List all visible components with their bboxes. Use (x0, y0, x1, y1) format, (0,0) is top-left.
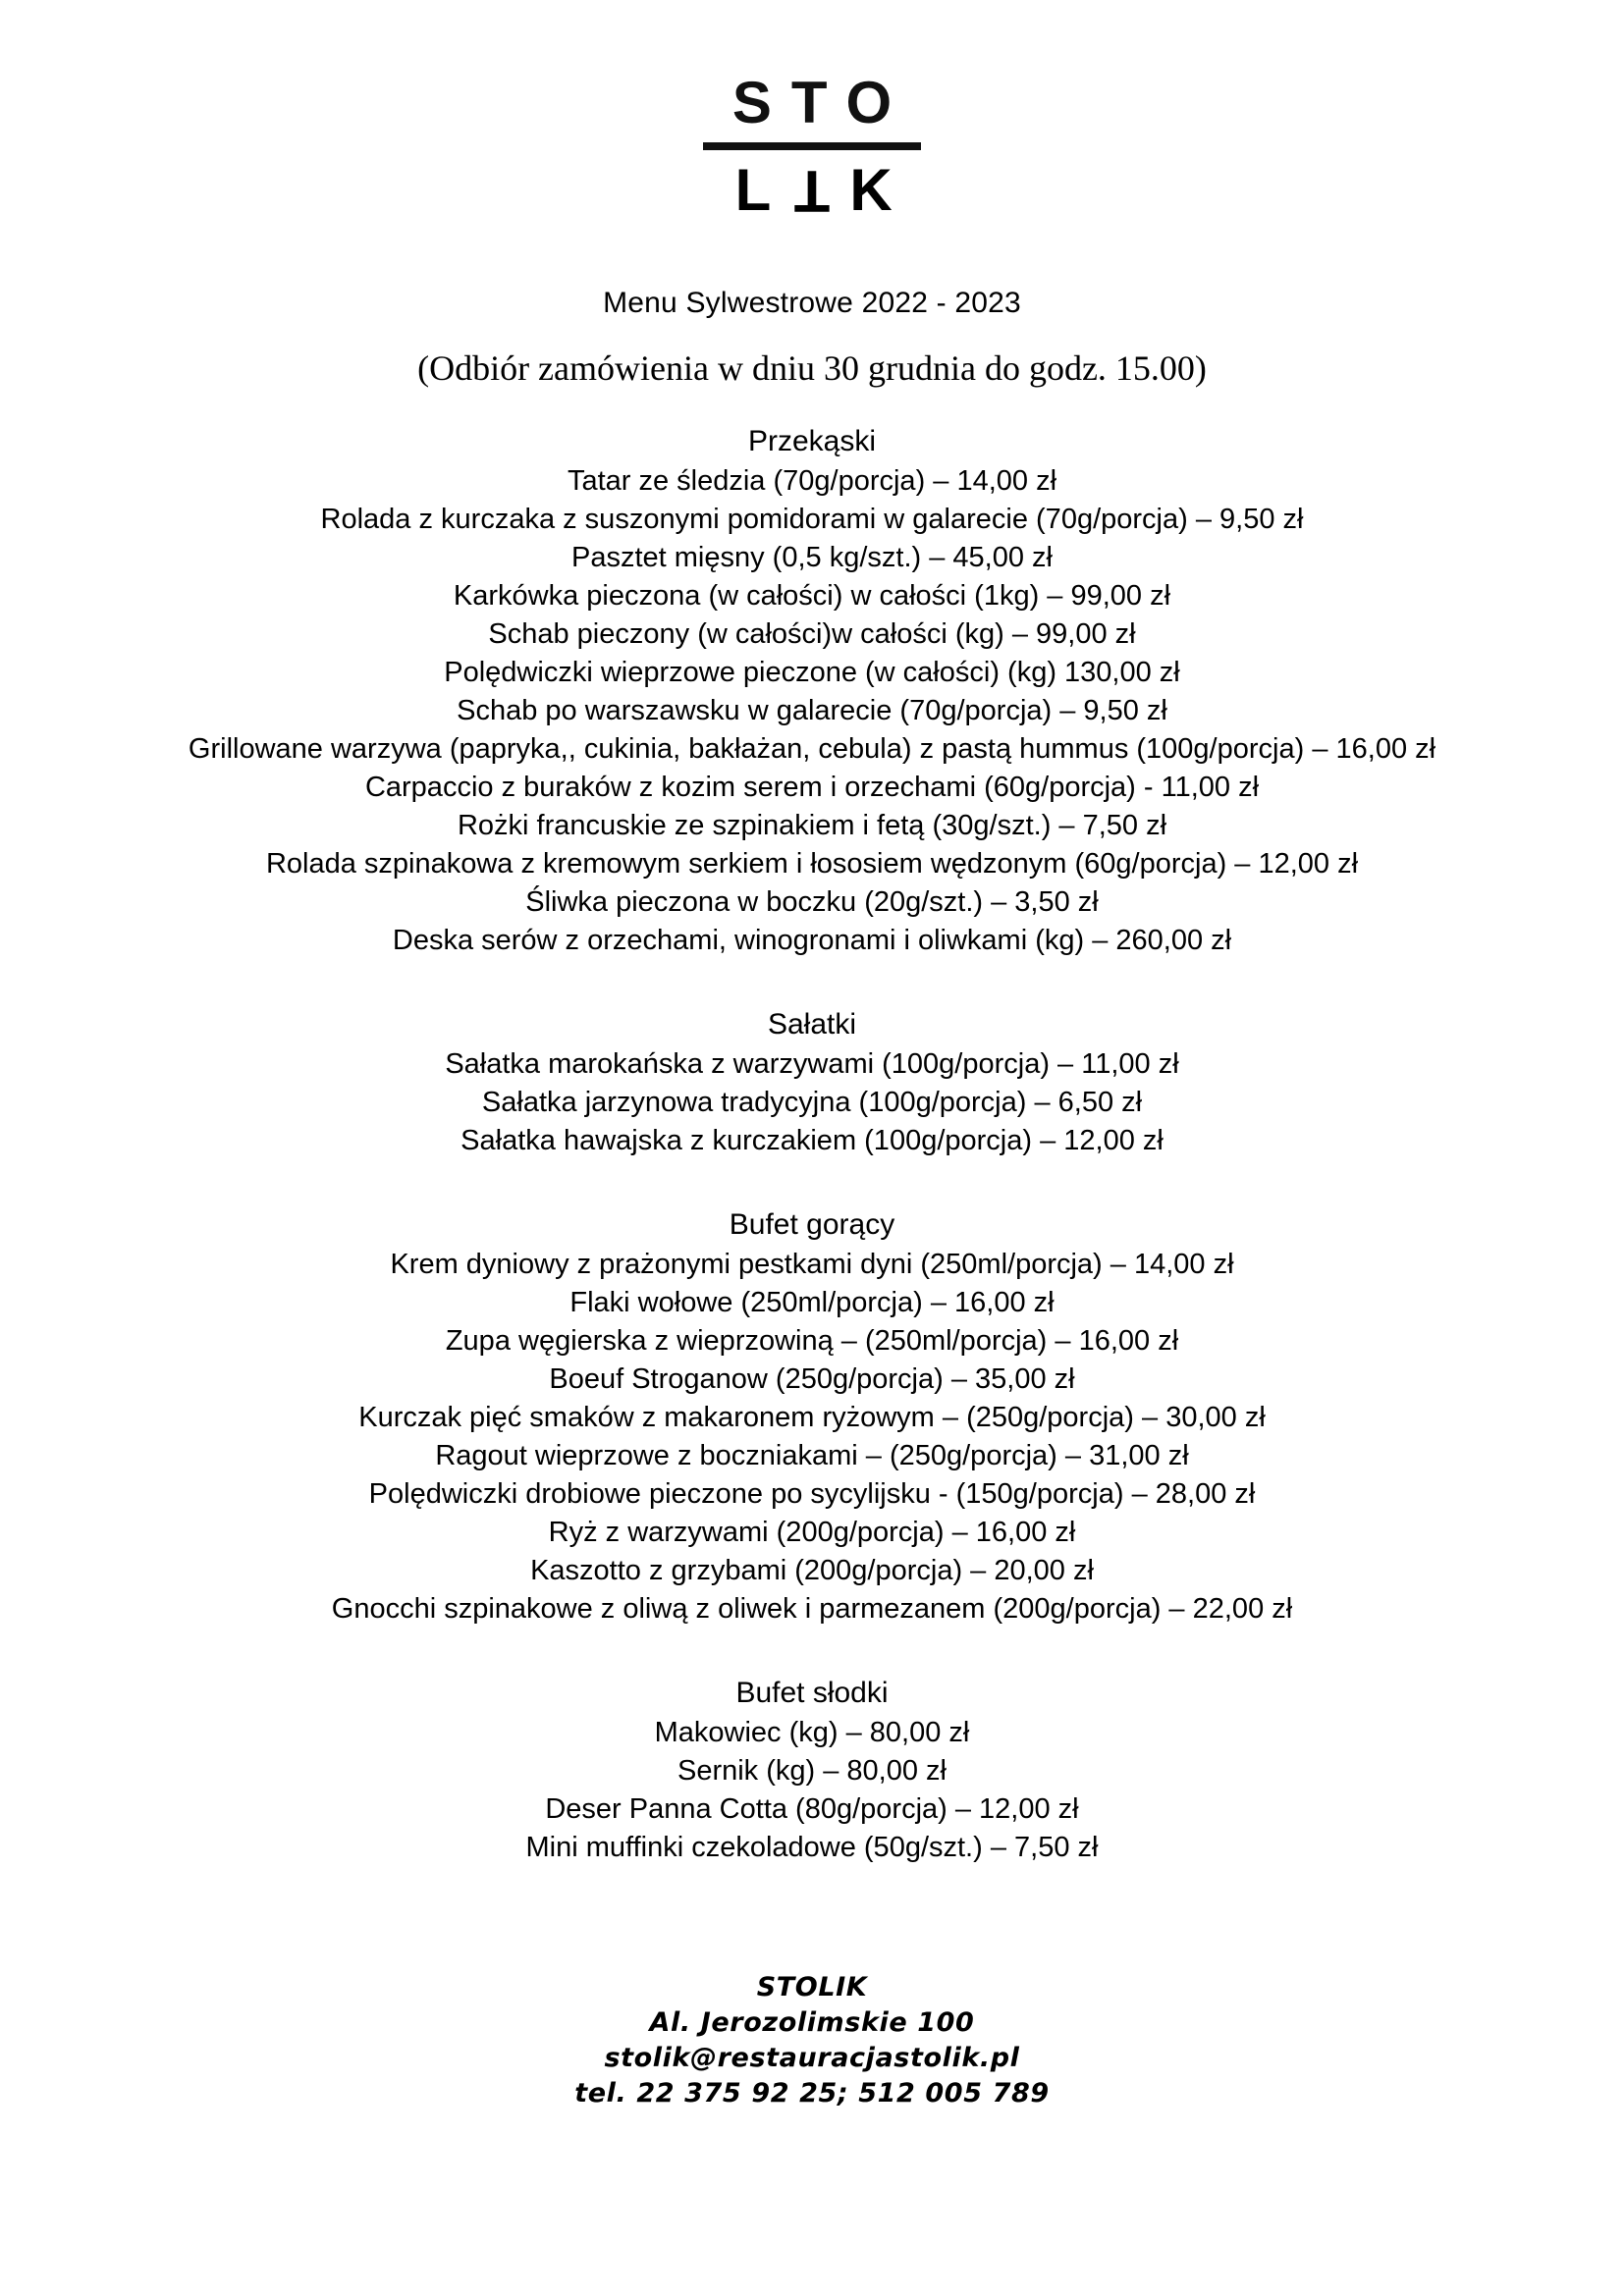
menu-title: Menu Sylwestrowe 2022 - 2023 (603, 287, 1021, 319)
stolik-logo (0, 0, 1624, 223)
footer-line[interactable]: stolik@restauracjastolik.pl (604, 2043, 1020, 2073)
menu-item: Rolada szpinakowa z kremowym serkiem i łososiem wędzonym (60g/porcja) – 12,00 zł (265, 848, 1359, 880)
logo-letter-i-flipped-t: T (793, 158, 831, 224)
menu-item: Ragout wieprzowe z boczniakami – (250g/porcja) – 31,00 zł (435, 1440, 1189, 1471)
menu-item: Schab po warszawsku w galarecie (70g/porcja) – 9,50 zł (457, 695, 1167, 726)
menu-item: Deser Panna Cotta (80g/porcja) – 12,00 zł (545, 1793, 1079, 1825)
menu-item: Kaszotto z grzybami (200g/porcja) – 20,00 zł (530, 1555, 1094, 1586)
menu-item: Polędwiczki drobiowe pieczone po sycylijsku - (150g/porcja) – 28,00 zł (368, 1478, 1256, 1510)
menu-item: Sałatka hawajska z kurczakiem (100g/porcja) – 12,00 zł (460, 1125, 1164, 1156)
logo-letter-k: K (849, 157, 893, 223)
section-heading: Przekąski (747, 425, 877, 457)
logo-letter-l: L (734, 157, 772, 223)
menu-item: Sernik (kg) – 80,00 zł (677, 1755, 947, 1787)
pickup-note: (Odbiór zamówienia w dniu 30 grudnia do godz. 15.00) (417, 348, 1207, 388)
menu-section (0, 1674, 1624, 1867)
logo-top-text: STO (731, 70, 912, 135)
menu-item: Śliwka pieczona w boczku (20g/szt.) – 3,50 zł (525, 886, 1099, 918)
menu-item: Kurczak pięć smaków z makaronem ryżowym – (250g/porcja) – 30,00 zł (358, 1402, 1266, 1433)
menu-item: Mini muffinki czekoladowe (50g/szt.) – 7,50 zł (525, 1832, 1099, 1863)
logo-divider-line (703, 142, 921, 150)
menu-item: Makowiec (kg) – 80,00 zł (654, 1717, 970, 1748)
menu-item: Deska serów z orzechami, winogronami i oliwkami (kg) – 260,00 zł (392, 925, 1232, 956)
menu-item: Rożki francuskie ze szpinakiem i fetą (30g/szt.) – 7,50 zł (457, 810, 1167, 841)
logo-inner (703, 71, 921, 223)
section-heading: Sałatki (767, 1008, 857, 1041)
menu-item: Sałatka marokańska z warzywami (100g/porcja) – 11,00 zł (445, 1048, 1179, 1080)
menu-sections (0, 422, 1624, 1867)
menu-item: Gnocchi szpinakowe z oliwą z oliwek i parmezanem (200g/porcja) – 22,00 zł (331, 1593, 1293, 1625)
menu-item: Schab pieczony (w całości)w całości (kg) – 99,00 zł (488, 618, 1136, 650)
menu-item: Boeuf Stroganow (250g/porcja) – 35,00 zł (549, 1363, 1075, 1395)
section-heading: Bufet gorący (729, 1208, 895, 1241)
section-heading: Bufet słodki (735, 1677, 889, 1709)
logo-bottom-text (724, 158, 900, 223)
menu-item: Krem dyniowy z prażonymi pestkami dyni (250ml/porcja) – 14,00 zł (390, 1249, 1234, 1280)
menu-item: Zupa węgierska z wieprzowiną – (250ml/porcja) – 16,00 zł (445, 1325, 1179, 1357)
footer-line: Al. Jerozolimskie 100 (649, 2007, 975, 2038)
menu-section (0, 1005, 1624, 1160)
menu-item: Polędwiczki wieprzowe pieczone (w całości) (kg) 130,00 zł (444, 657, 1180, 688)
menu-item: Grillowane warzywa (papryka,, cukinia, bakłażan, cebula) z pastą hummus (100g/porcja) – 16,00 zł (188, 733, 1436, 765)
menu-section (0, 1205, 1624, 1629)
footer-line: STOLIK (756, 1972, 868, 2002)
menu-item: Tatar ze śledzia (70g/porcja) – 14,00 zł (567, 465, 1057, 497)
contact-footer (0, 1970, 1624, 2111)
menu-item: Sałatka jarzynowa tradycyjna (100g/porcja) – 6,50 zł (481, 1087, 1143, 1118)
footer-line: tel. 22 375 92 25; 512 005 789 (574, 2078, 1050, 2109)
menu-item: Rolada z kurczaka z suszonymi pomidorami w galarecie (70g/porcja) – 9,50 zł (320, 504, 1304, 535)
menu-item: Carpaccio z buraków z kozim serem i orzechami (60g/porcja) - 11,00 zł (364, 772, 1260, 803)
menu-item: Ryż z warzywami (200g/porcja) – 16,00 zł (548, 1517, 1076, 1548)
menu-item: Flaki wołowe (250ml/porcja) – 16,00 zł (569, 1287, 1055, 1318)
menu-section (0, 422, 1624, 960)
menu-item: Karkówka pieczona (w całości) w całości (1kg) – 99,00 zł (453, 580, 1171, 612)
menu-item: Pasztet mięsny (0,5 kg/szt.) – 45,00 zł (571, 542, 1053, 573)
